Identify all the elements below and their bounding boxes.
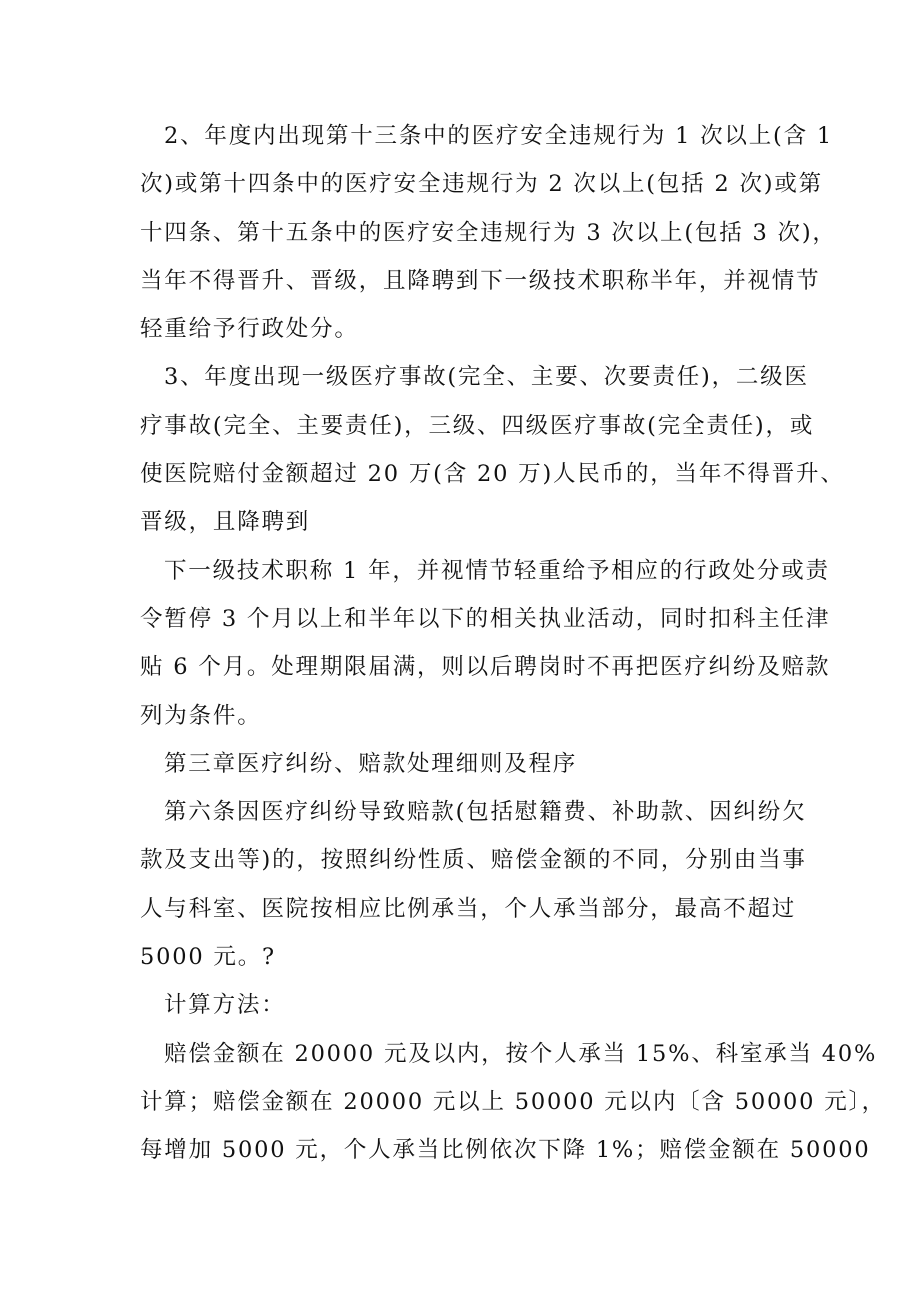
text-line: 当年不得晋升、晋级，且降聘到下一级技术职称半年，并视情节 <box>140 267 821 294</box>
document-body <box>140 112 886 1175</box>
text-line: 使医院赔付金额超过 20 万(含 20 万)人民币的，当年不得晋升、 <box>140 461 845 488</box>
text-line: 人与科室、医院按相应比例承当，个人承当部分，最高不超过 <box>140 895 797 922</box>
text-line: 款及支出等)的，按照纠纷性质、赔偿金额的不同，分别由当事 <box>140 847 807 874</box>
text-line: 十四条、第十五条中的医疗安全违规行为 3 次以上(包括 3 次)， <box>140 219 837 246</box>
text-line: 晋级，且降聘到 <box>140 509 311 536</box>
article-6 <box>140 788 807 981</box>
text-line: 第六条因医疗纠纷导致赔款(包括慰籍费、补助款、因纠纷欠 <box>164 799 807 826</box>
text-line: 每增加 5000 元，个人承当比例依次下降 1%；赔偿金额在 50000 <box>140 1137 871 1164</box>
text-line: 贴 6 个月。处理期限届满，则以后聘岗时不再把医疗纠纷及赔款 <box>140 654 831 681</box>
text-line: 5000 元。? <box>140 944 276 971</box>
text-line: 次)或第十四条中的医疗安全违规行为 2 次以上(包括 2 次)或第 <box>140 171 823 198</box>
paragraph-item-2 <box>140 112 837 353</box>
paragraph-item-3-continued <box>140 547 831 740</box>
paragraph-item-3 <box>140 353 845 546</box>
text-line: 赔偿金额在 20000 元及以内，按个人承当 15%、科室承当 40% <box>164 1040 878 1067</box>
text-line: 列为条件。 <box>140 702 262 729</box>
text-line: 令暂停 3 个月以上和半年以下的相关执业活动，同时扣科主任津 <box>140 605 831 632</box>
text-line: 疗事故(完全、主要责任)，三级、四级医疗事故(完全责任)，或 <box>140 412 815 439</box>
text-line: 计算；赔偿金额在 20000 元以上 50000 元以内〔含 50000 元〕， <box>140 1088 886 1115</box>
text-line: 3、年度出现一级医疗事故(完全、主要、次要责任)，二级医 <box>164 364 809 391</box>
section-label: 计算方法： <box>164 992 286 1019</box>
calculation-body <box>140 1030 886 1175</box>
chapter-heading <box>140 740 785 788</box>
text-line: 2、年度内出现第十三条中的医疗安全违规行为 1 次以上(含 1 <box>164 123 833 149</box>
calculation-title <box>140 981 785 1029</box>
text-line: 下一级技术职称 1 年，并视情节轻重给予相应的行政处分或责 <box>164 557 830 584</box>
chapter-title: 第三章医疗纠纷、赔款处理细则及程序 <box>164 750 578 777</box>
text-line: 轻重给予行政处分。 <box>140 316 359 343</box>
